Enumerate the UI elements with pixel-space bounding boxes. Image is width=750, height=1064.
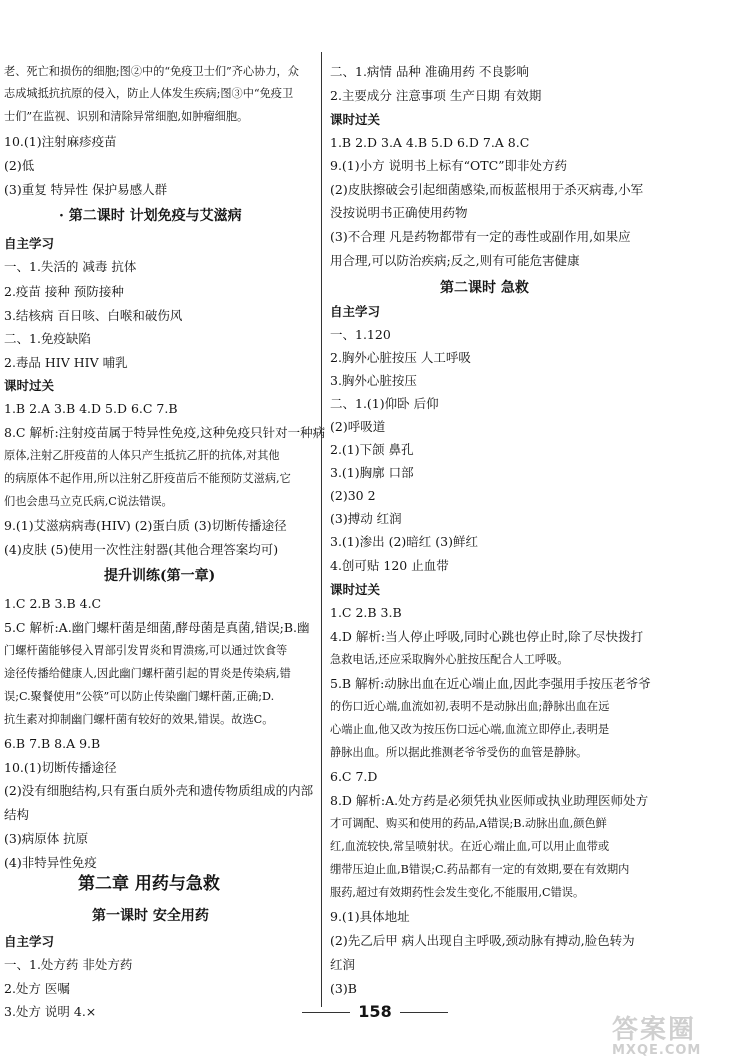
answer-line: 3.结核病 百日咳、白喉和破伤风 <box>4 308 183 323</box>
answer-line: 1.B 2.D 3.A 4.B 5.D 6.D 7.A 8.C <box>330 135 530 150</box>
section-label: 课时过关 <box>330 112 381 127</box>
answer-line: (2)低 <box>4 158 35 173</box>
answer-line: 二、1.(1)仰卧 后仰 <box>330 396 439 411</box>
answer-line: 4.D 解析:当人停止呼吸,同时心跳也停止时,除了尽快拨打 <box>330 629 644 644</box>
answer-line: 志成城抵抗抗原的侵入，防止人体发生疾病;图③中“免疫卫 <box>4 87 294 100</box>
answer-line: 一、1.120 <box>330 327 391 342</box>
answer-line: 们也会患马立克氏病,C说法错误。 <box>4 495 173 508</box>
answer-line: 10.(1)注射麻疹疫苗 <box>4 134 117 149</box>
answer-line: 一、1.处方药 非处方药 <box>4 957 133 972</box>
section-heading: 第一课时 安全用药 <box>92 908 209 924</box>
answer-line: 二、1.病情 品种 准确用药 不良影响 <box>330 64 529 79</box>
answer-line: 才可调配、购买和使用的药品,A错误;B.动脉出血,颜色鲜 <box>330 817 607 830</box>
answer-line: 红润 <box>330 957 356 972</box>
answer-line: (4)非特异性免疫 <box>4 855 97 870</box>
answer-line: 老、死亡和损伤的细胞;图②中的“免疫卫士们”齐心协力，众 <box>4 65 299 78</box>
answer-line: 6.B 7.B 8.A 9.B <box>4 736 101 751</box>
answer-line: (2)没有细胞结构,只有蛋白质外壳和遗传物质组成的内部 <box>4 783 314 798</box>
section-label: 课时过关 <box>330 582 381 597</box>
answer-line: 9.(1)小方 说明书上标有“OTC”即非处方药 <box>330 158 568 173</box>
watermark-logo <box>612 1016 744 1060</box>
column-divider <box>321 52 322 1007</box>
section-heading: 第二章 用药与急救 <box>78 874 220 894</box>
answer-line: 门螺杆菌能够侵入胃部引发胃炎和胃溃疡,可以通过饮食等 <box>4 644 288 657</box>
section-heading: · 第二课时 计划免疫与艾滋病 <box>59 208 242 224</box>
section-label: 自主学习 <box>4 934 55 949</box>
answer-line: 8.D 解析:A.处方药是必须凭执业医师或执业助理医师处方 <box>330 793 649 808</box>
answer-line: 1.C 2.B 3.B 4.C <box>4 596 102 611</box>
answer-line: 3.(1)渗出 (2)暗红 (3)鲜红 <box>330 534 478 549</box>
answer-line: 一、1.失活的 减毒 抗体 <box>4 259 137 274</box>
answer-line: 用合理,可以防治疾病;反之,则有可能危害健康 <box>330 253 580 268</box>
watermark-text: 答案圈 <box>612 1015 697 1045</box>
section-label: 课时过关 <box>4 378 55 393</box>
answer-line: 抗生素对抑制幽门螺杆菌有较好的效果,错误。故选C。 <box>4 713 274 726</box>
answer-line: 1.B 2.A 3.B 4.D 5.D 6.C 7.B <box>4 401 178 416</box>
answer-line: (3)不合理 凡是药物都带有一定的毒性或副作用,如果应 <box>330 229 631 244</box>
answer-line: (3)病原体 抗原 <box>4 831 89 846</box>
answer-line: (2)皮肤擦破会引起细菌感染,而板蓝根用于杀灭病毒,小军 <box>330 182 644 197</box>
answer-line: 6.C 7.D <box>330 769 378 784</box>
answer-line: 8.C 解析:注射疫苗属于特异性免疫,这种免疫只针对一种病 <box>4 425 326 440</box>
answer-line: 3.处方 说明 4.× <box>4 1004 97 1019</box>
answer-line: 1.C 2.B 3.B <box>330 605 402 620</box>
watermark-url: MXQE.COM <box>612 1043 702 1058</box>
answer-line: 2.毒品 HIV HIV 哺乳 <box>4 355 128 370</box>
answer-line: 二、1.免疫缺陷 <box>4 331 91 346</box>
answer-line: 2.处方 医嘱 <box>4 981 70 996</box>
answer-line: (2)呼吸道 <box>330 419 386 434</box>
answer-line: (3)搏动 红润 <box>330 511 402 526</box>
answer-line: 途径传播给健康人,因此幽门螺杆菌引起的胃炎是传染病,错 <box>4 667 291 680</box>
answer-line: (3)重复 特异性 保护易感人群 <box>4 182 168 197</box>
answer-line: 的病原体不起作用,所以注射乙肝疫苗后不能预防艾滋病,它 <box>4 472 291 485</box>
answer-line: 士们”在监视、识别和清除异常细胞,如肿瘤细胞。 <box>4 110 249 123</box>
answer-line: 2.胸外心脏按压 人工呼吸 <box>330 350 471 365</box>
section-label: 自主学习 <box>330 304 381 319</box>
answer-line: 3.胸外心脏按压 <box>330 373 417 388</box>
answer-line: 2.主要成分 注意事项 生产日期 有效期 <box>330 88 542 103</box>
answer-line: 9.(1)具体地址 <box>330 909 410 924</box>
answer-line: (2)30 2 <box>330 488 376 503</box>
answer-line: 绷带压迫止血,B错误;C.药品都有一定的有效期,要在有效期内 <box>330 863 630 876</box>
answer-line: 心端止血,他又改为按压伤口远心端,血流立即停止,表明是 <box>330 723 610 736</box>
answer-line: 5.C 解析:A.幽门螺杆菌是细菌,酵母菌是真菌,错误;B.幽 <box>4 620 310 635</box>
answer-line: (4)皮肤 (5)使用一次性注射器(其他合理答案均可) <box>4 542 279 557</box>
answer-line: (2)先乙后甲 病人出现自主呼吸,颈动脉有搏动,脸色转为 <box>330 933 635 948</box>
section-heading: 第二课时 急救 <box>440 280 529 296</box>
answer-line: 4.创可贴 120 止血带 <box>330 558 449 573</box>
answer-line: (3)B <box>330 981 357 996</box>
answer-line: 10.(1)切断传播途径 <box>4 760 117 775</box>
answer-line: 误;C.聚餐使用“公筷”可以防止传染幽门螺杆菌,正确;D. <box>4 690 275 703</box>
page-number: 158 <box>0 1002 750 1021</box>
answer-line: 5.B 解析:动脉出血在近心端止血,因此李强用手按压老爷爷 <box>330 676 651 691</box>
answer-line: 服药,超过有效期药性会发生变化,不能服用,C错误。 <box>330 886 585 899</box>
answer-line: 静脉出血。所以据此推测老爷爷受伤的血管是静脉。 <box>330 746 588 759</box>
answer-line: 急救电话,还应采取胸外心脏按压配合人工呼吸。 <box>330 653 569 666</box>
section-label: 自主学习 <box>4 236 55 251</box>
answer-line: 没按说明书正确使用药物 <box>330 205 468 220</box>
answer-line: 9.(1)艾滋病病毒(HIV) (2)蛋白质 (3)切断传播途径 <box>4 518 287 533</box>
answer-line: 原体,注射乙肝疫苗的人体只产生抵抗乙肝的抗体,对其他 <box>4 449 280 462</box>
answer-line: 3.(1)胸廓 口部 <box>330 465 414 480</box>
answer-line: 2.(1)下颌 鼻孔 <box>330 442 414 457</box>
section-heading: 提升训练(第一章) <box>104 568 216 584</box>
answer-line: 结构 <box>4 807 30 822</box>
answer-line: 的伤口近心端,血流如初,表明不是动脉出血;静脉出血在远 <box>330 700 610 713</box>
answer-line: 2.疫苗 接种 预防接种 <box>4 284 124 299</box>
answer-line: 红,血流较快,常呈喷射状。在近心端止血,可以用止血带或 <box>330 840 610 853</box>
